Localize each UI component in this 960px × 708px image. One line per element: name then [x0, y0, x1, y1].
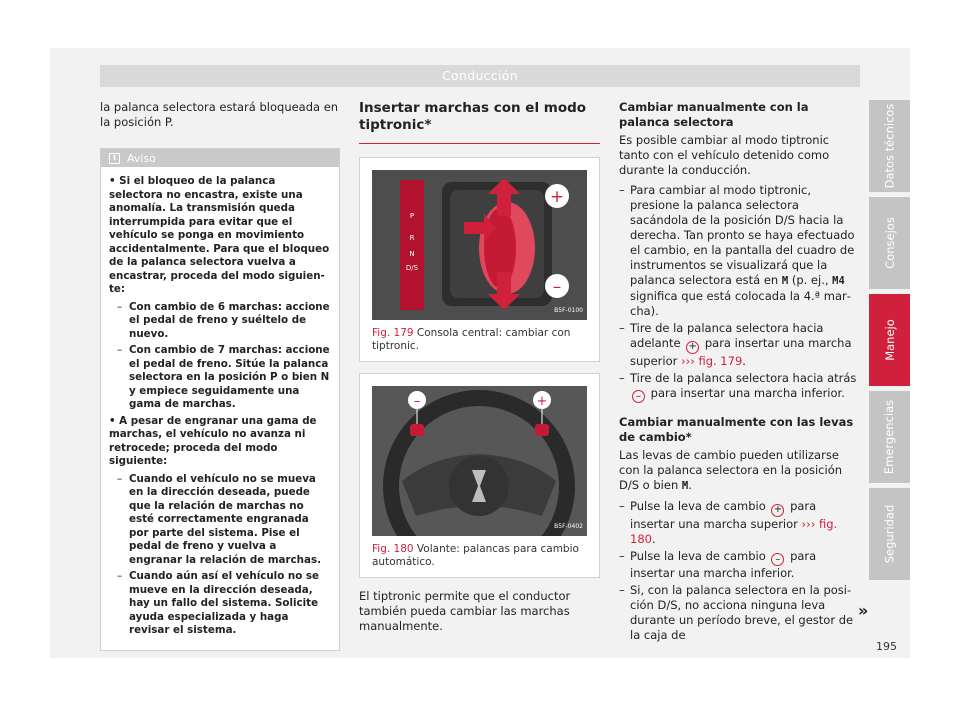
figure-code: B5F-0402 [554, 523, 583, 530]
tab-datos-tecnicos[interactable]: Datos técnicos [869, 100, 910, 192]
figure-code: B5F-0100 [554, 307, 583, 314]
body-text: Es posible cambiar al modo tiptronic tanto con el vehículo detenido como durante la conducción. [619, 133, 830, 177]
section-title: Conducción [442, 68, 518, 83]
column-middle [359, 100, 600, 639]
notice-bullet: • A pesar de engranar una gama de marchas, el vehículo no avanza ni retrocede; proceda del modo siguiente: [109, 414, 317, 467]
section-header [100, 65, 860, 87]
gear-label: D/S [405, 264, 419, 272]
figure-caption: Fig. 179 Consola central: cambiar con tiptronic. [372, 327, 571, 352]
minus-icon: – [552, 277, 562, 297]
column-right [619, 100, 860, 643]
figure-180 [359, 373, 600, 578]
minus-icon: – [413, 394, 421, 409]
notice-subitem: – Cuando el vehículo no se mueva en la dirección deseada, puede que la relación de marchas no esté correctamente engranada por parte del sistema. Pise el pedal de freno y vuelva a engranar la relación de marchas. [109, 473, 331, 568]
step-item: – Para cambiar al modo tiptronic, presione la palanca selectora sacándola de la posición D/S hacia la derecha. Tan pronto se haya efectuado el cambio, en la pantalla del cuadro de instrumentos se visualizará que la palanca selectora está en M (p. ej., M4 significa que está colocada la 4.ª marcha). [619, 183, 860, 319]
step-item: – Tire de la palanca selectora hacia adelante + para insertar una marcha superior ››› fig. 179. [619, 321, 860, 369]
notice-header [101, 149, 339, 167]
intro-text: la palanca selectora estará bloqueada en la posición P. [100, 100, 339, 129]
subheading: Cambiar manualmente con las levas de cambio* [619, 415, 854, 444]
plus-icon: + [549, 187, 565, 207]
tab-consejos[interactable]: Consejos [869, 197, 910, 289]
step-item: – Pulse la leva de cambio + para insertar una marcha superior ››› fig. 180. [619, 499, 860, 547]
gear-label: N [409, 250, 415, 258]
continue-arrow-icon: » [858, 601, 869, 620]
notice-body [101, 167, 339, 650]
body-text: Las levas de cambio pueden utilizarse con la palanca selectora en la posición D/S o bien M. [619, 448, 843, 492]
subheading: Cambiar manualmente con la palanca selectora [619, 100, 809, 129]
minus-key-icon: – [771, 553, 784, 566]
body-text: El tiptronic permite que el conductor también pueda cambiar las marchas manualmente. [359, 589, 571, 633]
tab-seguridad[interactable]: Seguridad [869, 488, 910, 580]
tab-emergencias[interactable]: Emergencias [869, 391, 910, 483]
notice-subitem: – Cuando aún así el vehículo no se mueve en la dirección deseada, hay un fallo del sistema. Solicite ayuda especializada y haga revisar el sistema. [109, 570, 331, 638]
minus-key-icon: – [632, 390, 645, 403]
page-number: 195 [876, 640, 897, 653]
info-icon: i [109, 153, 120, 164]
plus-key-icon: + [771, 504, 784, 517]
figure-179 [359, 157, 600, 362]
steering-wheel-illustration [372, 386, 587, 536]
figure-link[interactable]: ››› fig. 179 [681, 353, 743, 368]
step-item: – Si, con la palanca selectora en la posición D/S, no acciona ninguna leva durante un período breve, el gestor de la caja de [619, 583, 860, 643]
section-heading: Insertar marchas con el modo tiptronic* [359, 100, 600, 144]
steering-wheel-image [372, 386, 587, 536]
figure-link[interactable]: ››› fig. 180 [630, 516, 838, 546]
notice-subitem: – Con cambio de 6 marchas: accione el pedal de freno y suéltelo de nuevo. [109, 301, 331, 342]
gear-lever-illustration [372, 170, 587, 320]
tiptronic-console-image [372, 170, 587, 320]
plus-icon: + [536, 394, 548, 409]
tab-manejo[interactable]: Manejo [869, 294, 910, 386]
notice-box [100, 148, 340, 651]
notice-subitem: – Con cambio de 7 marchas: accione el pedal de freno. Sitúe la palanca selectora en la posición P o bien N y empiece seguidamente una gama de marchas. [109, 344, 331, 412]
notice-bullet: • Si el bloqueo de la palanca selectora no encastra, existe una anomalía. La transmisión queda interrumpida para evitar que el vehículo se ponga en movimiento accidentalmente. Para que el bloqueo de la palanca selectora vuelva a encastrar, proceda del modo siguiente: [109, 175, 330, 295]
gear-label: R [409, 234, 415, 242]
gear-label: P [409, 212, 415, 220]
step-item: – Tire de la palanca selectora hacia atrás – para insertar una marcha inferior. [619, 371, 860, 404]
column-left [100, 100, 340, 651]
step-item: – Pulse la leva de cambio – para insertar una marcha inferior. [619, 549, 860, 582]
notice-title: Aviso [127, 151, 156, 165]
figure-caption: Fig. 180 Volante: palancas para cambio automático. [372, 543, 579, 568]
plus-key-icon: + [686, 341, 699, 354]
